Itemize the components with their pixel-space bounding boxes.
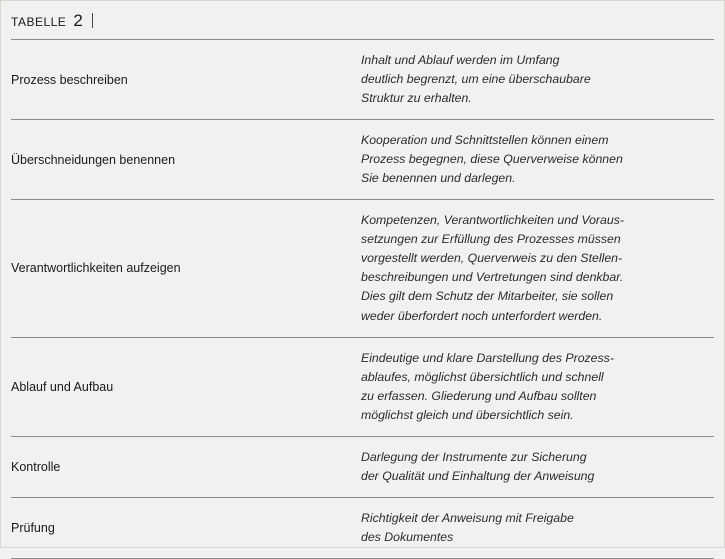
description-line: Kompetenzen, Verantwortlichkeiten und Voraus- — [361, 213, 624, 228]
table-row — [11, 436, 714, 497]
table-row — [11, 120, 714, 200]
description-line: deutlich begrenzt, um eine überschaubare — [361, 72, 591, 87]
table-row — [11, 200, 714, 337]
description-line: Inhalt und Ablauf werden im Umfang — [361, 53, 560, 67]
description-line: Eindeutige und klare Darstellung des Prozess- — [361, 350, 614, 365]
table-caption — [1, 1, 724, 39]
description-line: beschreibungen und Vertretungen sind denkbar. — [361, 270, 624, 285]
row-term: Ablauf und Aufbau — [11, 337, 361, 436]
description-line: weder überfordert noch unterfordert werden. — [361, 308, 603, 323]
description-line: möglichst gleich und übersichtlich sein. — [361, 407, 574, 422]
description-line: setzungen zur Erfüllung des Prozesses müssen — [361, 232, 621, 247]
description-line: Darlegung der Instrumente zur Sicherung — [361, 449, 587, 464]
row-description — [361, 337, 714, 436]
row-description — [361, 436, 714, 497]
row-description — [361, 497, 714, 558]
table-row — [11, 40, 714, 120]
description-line: zu erfassen. Gliederung und Aufbau sollten — [361, 388, 597, 403]
table-caption-number: 2 — [73, 11, 84, 30]
row-term: Prüfung — [11, 497, 361, 558]
description-line: des Dokumentes — [361, 529, 454, 544]
row-term: Prozess beschreiben — [11, 40, 361, 120]
table-body — [11, 40, 714, 559]
caption-divider-rule — [92, 13, 93, 28]
table-row — [11, 337, 714, 436]
description-line: Struktur zu erhalten. — [361, 91, 472, 106]
row-term: Überschneidungen benennen — [11, 120, 361, 200]
description-line: Sie benennen und darlegen. — [361, 171, 516, 186]
table-row — [11, 497, 714, 558]
row-description — [361, 40, 714, 120]
description-line: ablaufes, möglichst übersichtlich und schnell — [361, 369, 604, 384]
description-line: Richtigkeit der Anweisung mit Freigabe — [361, 510, 574, 525]
description-line: Dies gilt dem Schutz der Mitarbeiter, sie sollen — [361, 289, 614, 304]
table-caption-label: tabelle — [11, 11, 67, 30]
row-term: Verantwortlichkeiten aufzeigen — [11, 200, 361, 337]
description-line: vorgestellt werden, Querverweis zu den Stellen- — [361, 251, 623, 266]
description-line: der Qualität und Einhaltung der Anweisung — [361, 468, 595, 483]
description-line: Prozess begegnen, diese Querverweise können — [361, 152, 623, 167]
process-requirements-table — [11, 39, 714, 559]
row-description — [361, 200, 714, 337]
row-term: Kontrolle — [11, 436, 361, 497]
description-line: Kooperation und Schnittstellen können einem — [361, 133, 609, 148]
row-description — [361, 120, 714, 200]
